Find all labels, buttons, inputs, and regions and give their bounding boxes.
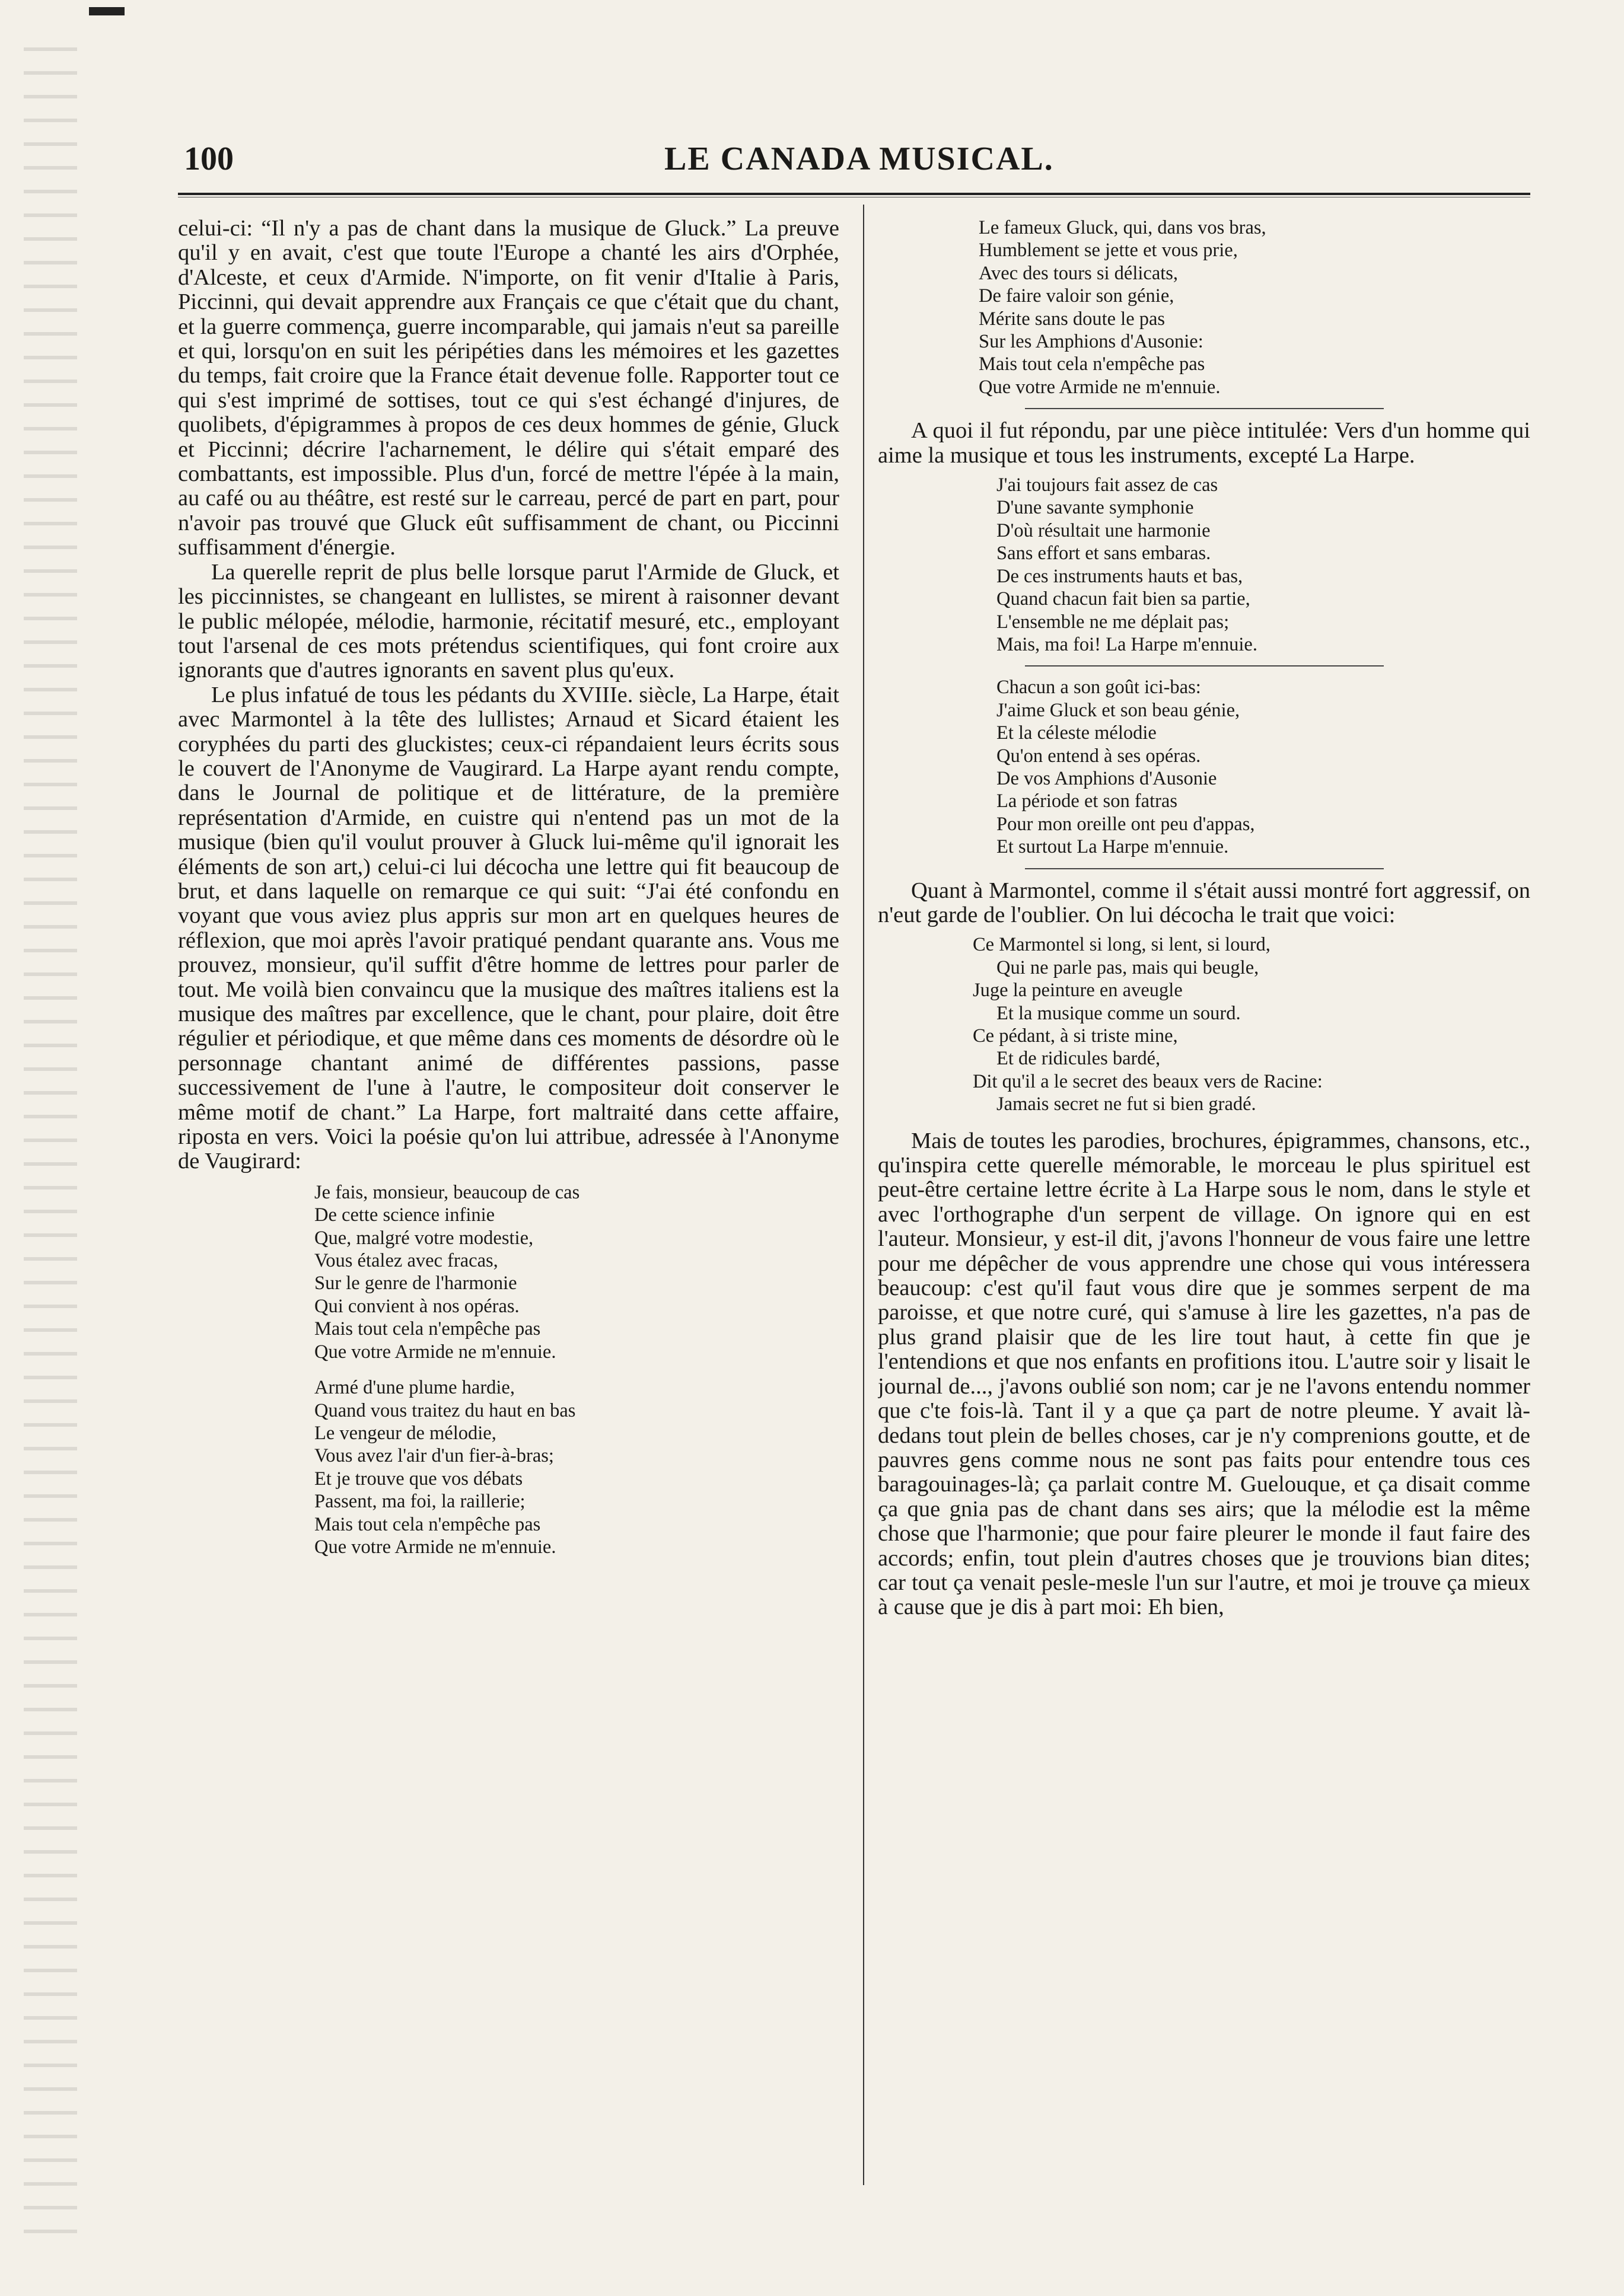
verse-line: Passent, ma foi, la raillerie; (314, 1491, 526, 1513)
poem-la-harpe-stanza-3 (878, 216, 1530, 398)
column-divider (863, 205, 864, 2185)
verse-line: La période et son fatras (996, 790, 1178, 812)
verse-line: Sur les Amphions d'Ausonie: (979, 331, 1203, 353)
page-header (178, 136, 1530, 190)
binding-edge-marks (24, 47, 77, 2241)
paragraph-serpent-lettre: Mais de toutes les parodies, brochures, épigrammes, chansons, etc., qu'inspira cette querelle mémorable, le morceau le plus spirituel est peut-être certaine lettre écrite à La Harpe sous le nom, dans le style et avec l'orthographe d'un serpent de village. On ignore qui en est l'auteur. Monsieur, y est-il dit, j'avons l'honneur de vous faire une lettre pour me dépêcher de vous apprendre une chose qui vous intéressera beaucoup: c'est qu'il faut vous dire que je sommes serpent de ma paroisse, et que notre curé, qui s'amuse à lire les gazettes, n'a pas de plus grand plaisir que de les lire tout haut, à cette fin que je l'entendions et que nos enfants en profitions itou. L'autre soir y lisait le journal de..., j'avons oublié son nom; car je ne l'avons entendu nommer que c'te fois-là. Tant il y a que ça part de notre pleume. Y avait là-dedans tout plein de belles choses, car je n'y comprenions goutte, et de pauvres gens comme nous ne sont pas faits pour entendre tous ces baragouinages-là; ça parlait contre M. Guelouque, et ça disait comme ça que gnia pas de chant dans ses airs; que la mélodie est la même chose que l'harmonie; que pour faire pleurer le monde il faut faire des accords; enfin, tout plein d'autres choses que je trouvions bian dites; car tout ça venait pesle-mesle l'un sur l'autre, et moi je trouve ça mieux à cause que je dis à part moi: Eh bien, (878, 1128, 1530, 1620)
poem-la-harpe-stanza-2 (178, 1376, 839, 1558)
verse-stanza (314, 1376, 839, 1558)
verse-line: Que votre Armide ne m'ennuie. (314, 1536, 556, 1558)
verse-stanza (314, 1181, 839, 1363)
verse-line: Vous avez l'air d'un fier-à-bras; (314, 1445, 554, 1467)
verse-line: Sur le genre de l'harmonie (314, 1273, 517, 1294)
page-number: 100 (184, 141, 234, 177)
verse-line: Armé d'une plume hardie, (314, 1377, 515, 1399)
verse-line: Humblement se jette et vous prie, (979, 240, 1238, 262)
verse-line: Mérite sans doute le pas (979, 308, 1166, 330)
verse-line: Et surtout La Harpe m'ennuie. (996, 836, 1229, 858)
verse-line: Et la musique comme un sourd. (996, 1002, 1241, 1024)
verse-line: Chacun a son goût ici-bas: (996, 677, 1201, 699)
right-column (878, 216, 1530, 2173)
verse-line: De faire valoir son génie, (979, 285, 1174, 307)
left-column (178, 216, 839, 2173)
verse-line: Avec des tours si délicats, (979, 262, 1179, 284)
verse-line: Juge la peinture en aveugle (973, 980, 1183, 1002)
verse-line: Pour mon oreille ont peu d'appas, (996, 813, 1255, 835)
verse-stanza (973, 933, 1530, 1115)
verse-line: Et la céleste mélodie (996, 722, 1157, 744)
paragraph-la-harpe: Le plus infatué de tous les pédants du XVIIIe. siècle, La Harpe, était avec Marmontel à la tête des lullistes; Arnaud et Sicard étaient les coryphées du parti des gluckistes; ceux-ci répandaient leurs écrits sous le couvert de l'Anonyme de Vaugirard. La Harpe ayant rendu compte, dans le Journal de politique et de littérature, de la première représentation d'Armide, en cuistre qui n'entend pas un mot de la musique (bien qu'il voulut prouver à Gluck lui-même qu'il ignorait les éléments de son art,) celui-ci lui décocha une lettre qui fit beaucoup de brut, et dans laquelle on remarque ce qui suit: “J'ai été confondu en voyant que vous aviez plus appris sur mon art en quelques heures de réflexion, que moi après l'avoir pratiqué pendant quarante ans. Vous me prouvez, monsieur, qu'il suffit d'être homme de lettres pour parler de tout. Me voilà bien convaincu que la musique des maîtres italiens est la musique des maîtres par excellence, que le chant, pour plaire, doit être régulier et périodique, et que même dans ces moments de désordre où le personnage chantant animé de différentes passions, passe successivement de l'une à l'autre, le compositeur doit conserver le même motif de chant.” La Harpe, fort maltraité dans cette affaire, riposta en vers. Voici la poésie qu'on lui attribue, adressée à l'Anonyme de Vaugirard: (178, 682, 839, 1174)
verse-line: Qu'on entend à ses opéras. (996, 745, 1201, 767)
verse-line: Vous étalez avec fracas, (314, 1250, 498, 1272)
verse-line: L'ensemble ne me déplait pas; (996, 611, 1230, 633)
running-title: LE CANADA MUSICAL. (664, 141, 1054, 177)
verse-line: De cette science infinie (314, 1204, 495, 1226)
verse-line: Quand chacun fait bien sa partie, (996, 588, 1250, 610)
verse-stanza (996, 676, 1530, 858)
verse-line: Qui convient à nos opéras. (314, 1295, 520, 1317)
verse-line: J'ai toujours fait assez de cas (996, 474, 1218, 496)
verse-line: J'aime Gluck et son beau génie, (996, 699, 1240, 721)
verse-line: Mais tout cela n'empêche pas (979, 353, 1205, 375)
verse-line: Le vengeur de mélodie, (314, 1422, 496, 1444)
verse-line: D'une savante symphonie (996, 497, 1194, 519)
verse-line: Mais tout cela n'empêche pas (314, 1318, 541, 1340)
poem-la-harpe-stanza-1 (178, 1181, 839, 1363)
verse-line: Mais tout cela n'empêche pas (314, 1513, 541, 1535)
paragraph-reponse: A quoi il fut répondu, par une pièce intitulée: Vers d'un homme qui aime la musique et tous les instruments, excepté La Harpe. (878, 418, 1530, 468)
verse-line: D'où résultait une harmonie (996, 519, 1211, 541)
paragraph-querelle: La querelle reprit de plus belle lorsque parut l'Armide de Gluck, et les piccinnistes, se changeant en lullistes, se mirent à raisonner devant le public mélopée, mélodie, harmonie, récitatif mesuré, etc., employant tout l'arsenal de ces mots prétendus scientifiques, qui font croire aux ignorants que d'autres ignorants en savent plus qu'eux. (178, 559, 839, 683)
verse-stanza (996, 474, 1530, 656)
section-separator (1025, 665, 1384, 667)
scan-mark (89, 7, 125, 15)
verse-line: Que, malgré votre modestie, (314, 1227, 534, 1249)
verse-line: Et de ridicules bardé, (996, 1048, 1161, 1070)
verse-line: Dit qu'il a le secret des beaux vers de Racine: (973, 1070, 1323, 1092)
verse-line: Sans effort et sans embaras. (996, 543, 1211, 565)
verse-line: Ce pédant, à si triste mine, (973, 1025, 1178, 1047)
verse-line: Ce Marmontel si long, si lent, si lourd, (973, 934, 1270, 956)
paragraph-gluck-chant: celui-ci: “Il n'y a pas de chant dans la musique de Gluck.” La preuve qu'il y en avait, c'est que toute l'Europe a chanté les airs d'Orphée, d'Alceste, et ceux d'Armide. N'importe, on fit venir d'Italie à Paris, Piccinni, qui devait apprendre aux Français ce que c'était que du chant, et la guerre commença, guerre incomparable, qui jamais n'eut sa pareille et qui, lorsqu'on en suit les péripéties dans les mémoires et les gazettes du temps, fait croire que la France était devenue folle. Rapporter tout ce qui s'est imprimé de sottises, tout ce qui s'est échangé d'injures, de quolibets, d'épigrammes à propos de ces deux hommes de génie, Gluck et Piccinni; décrire l'acharnement, le délire qui s'était emparé des combattants, est impossible. Plus d'un, forcé de mettre l'épée à la main, au café ou au théâtre, est resté sur le carreau, percé de part en part, pour n'avoir pas trouvé que Gluck eût suffisamment de chant, ou Piccinni suffisamment d'énergie. (178, 216, 839, 560)
header-rule (178, 193, 1530, 197)
verse-line: Et je trouve que vos débats (314, 1468, 523, 1490)
paragraph-marmontel: Quant à Marmontel, comme il s'était aussi montré fort aggressif, on n'eut garde de l'oublier. On lui décocha le trait que voici: (878, 878, 1530, 927)
poem-reponse-stanza-2 (878, 676, 1530, 858)
section-separator (1025, 408, 1384, 409)
poem-reponse-stanza-1 (878, 474, 1530, 656)
verse-line: Quand vous traitez du haut en bas (314, 1399, 576, 1421)
verse-line: Je fais, monsieur, beaucoup de cas (314, 1181, 580, 1203)
verse-line: De ces instruments hauts et bas, (996, 565, 1243, 587)
poem-marmontel (878, 933, 1530, 1115)
verse-stanza (979, 216, 1530, 398)
verse-line: Le fameux Gluck, qui, dans vos bras, (979, 217, 1266, 238)
verse-line: Que votre Armide ne m'ennuie. (314, 1341, 556, 1363)
section-separator (1025, 868, 1384, 869)
verse-line: Que votre Armide ne m'ennuie. (979, 376, 1221, 398)
verse-line: Jamais secret ne fut si bien gradé. (996, 1093, 1256, 1115)
verse-line: Qui ne parle pas, mais qui beugle, (996, 956, 1259, 978)
verse-line: De vos Amphions d'Ausonie (996, 767, 1217, 789)
verse-line: Mais, ma foi! La Harpe m'ennuie. (996, 633, 1257, 655)
